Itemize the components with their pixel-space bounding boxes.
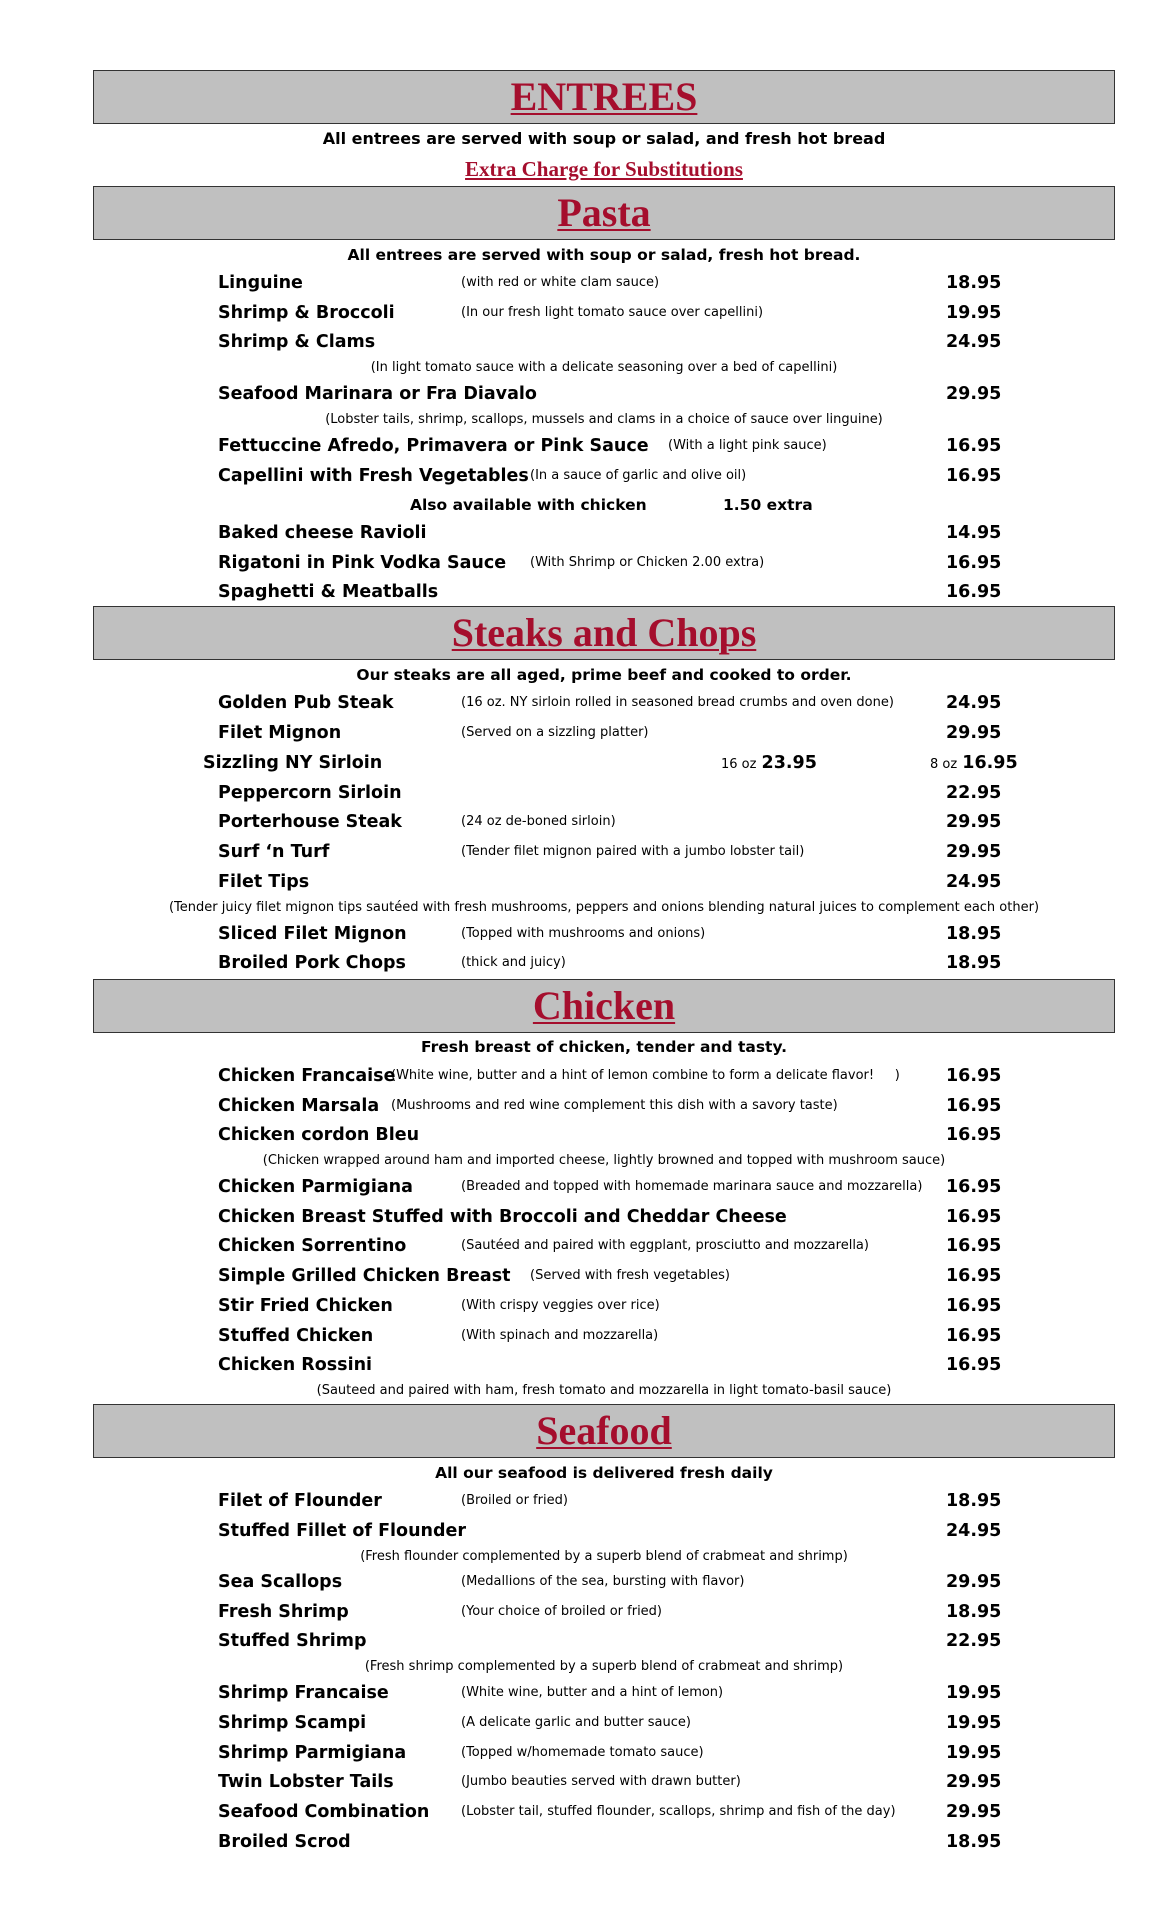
item-price: 19.95 — [946, 303, 1002, 323]
item-price: 18.95 — [946, 1832, 1002, 1852]
menu-item — [93, 431, 1115, 461]
item-price: 24.95 — [946, 872, 1002, 892]
item-description: (White wine, butter and a hint of lemon) — [461, 1685, 724, 1700]
item-price: 24.95 — [946, 332, 1002, 352]
item-name: Linguine — [218, 273, 303, 293]
item-price: 16.95 — [946, 1207, 1002, 1227]
item-name: Peppercorn Sirloin — [218, 783, 402, 803]
menu-item — [93, 1827, 1115, 1857]
item-price: 18.95 — [946, 953, 1002, 973]
menu-item — [93, 1567, 1115, 1597]
chicken-option-row — [93, 490, 1115, 520]
item-price: 16.95 — [946, 582, 1002, 602]
item-price: 16.95 — [962, 753, 1018, 773]
item-description: (In a sauce of garlic and olive oil) — [530, 468, 747, 483]
item-name: Golden Pub Steak — [218, 693, 394, 713]
item-price: 16.95 — [946, 1355, 1002, 1375]
menu-item — [93, 268, 1115, 298]
seafood-header — [93, 1404, 1115, 1458]
item-name: Stir Fried Chicken — [218, 1296, 393, 1316]
menu-item — [93, 577, 1115, 607]
item-name: Shrimp Francaise — [218, 1683, 389, 1703]
item-name: Twin Lobster Tails — [218, 1772, 394, 1792]
chicken-header — [93, 979, 1115, 1033]
menu-item — [93, 919, 1115, 949]
item-price: 18.95 — [946, 273, 1002, 293]
item-price: 24.95 — [946, 693, 1002, 713]
menu-item — [93, 1202, 1115, 1232]
item-description: (Topped with mushrooms and onions) — [461, 926, 706, 941]
item-description: (thick and juicy) — [461, 955, 566, 970]
menu-item — [93, 1738, 1115, 1768]
item-description: (With a light pink sauce) — [668, 438, 827, 453]
size-label: 16 oz — [721, 757, 757, 772]
item-price: 16.95 — [946, 1125, 1002, 1145]
menu-item — [93, 1678, 1115, 1708]
item-price: 16.95 — [946, 1096, 1002, 1116]
item-description: (Topped w/homemade tomato sauce) — [461, 1745, 704, 1760]
item-name: Chicken Sorrentino — [218, 1236, 407, 1256]
item-name: Shrimp & Broccoli — [218, 303, 395, 323]
menu-item — [93, 298, 1115, 328]
substitution-note — [93, 156, 1115, 182]
item-name: Porterhouse Steak — [218, 812, 402, 832]
pasta-header — [93, 186, 1115, 240]
item-note: (In light tomato sauce with a delicate seasoning over a bed of capellini) — [370, 360, 838, 375]
menu-item — [93, 379, 1115, 409]
item-name: Shrimp & Clams — [218, 332, 376, 352]
item-description: (With spinach and mozzarella) — [461, 1328, 659, 1343]
item-name: Baked cheese Ravioli — [218, 523, 427, 543]
item-price: 29.95 — [946, 384, 1002, 404]
item-price: 22.95 — [946, 783, 1002, 803]
item-price: 29.95 — [946, 1802, 1002, 1822]
chicken-title: Chicken — [532, 983, 676, 1028]
chicken-option-label: Also available with chicken — [410, 496, 647, 514]
item-price: 29.95 — [946, 1772, 1002, 1792]
item-name: Chicken Breast Stuffed with Broccoli and Cheddar Cheese — [218, 1207, 787, 1227]
item-price: 19.95 — [946, 1683, 1002, 1703]
pasta-title: Pasta — [557, 190, 651, 235]
item-name: Fettuccine Afredo, Primavera or Pink Sauce — [218, 436, 649, 456]
menu-item — [93, 1767, 1115, 1797]
menu-item — [93, 1261, 1115, 1291]
entrees-title: ENTREES — [510, 74, 698, 119]
item-description: (Served with fresh vegetables) — [530, 1268, 730, 1283]
menu-item — [93, 327, 1115, 357]
item-price: 18.95 — [946, 1491, 1002, 1511]
seafood-title: Seafood — [536, 1408, 672, 1453]
menu-item — [93, 1708, 1115, 1738]
item-price: 23.95 — [761, 753, 817, 773]
item-price: 19.95 — [946, 1713, 1002, 1733]
item-price: 16.95 — [946, 1177, 1002, 1197]
menu-item — [93, 867, 1115, 897]
item-name: Stuffed Chicken — [218, 1326, 374, 1346]
item-price: 16.95 — [946, 553, 1002, 573]
steaks-title: Steaks and Chops — [451, 610, 757, 655]
menu-item — [93, 778, 1115, 808]
item-name: Chicken Francaise — [218, 1066, 396, 1086]
item-description: (16 oz. NY sirloin rolled in seasoned bread crumbs and oven done) — [461, 695, 894, 710]
item-name: Broiled Scrod — [218, 1832, 351, 1852]
steaks-intro: Our steaks are all aged, prime beef and cooked to order. — [356, 666, 852, 684]
item-name: Capellini with Fresh Vegetables — [218, 466, 529, 486]
item-name: Chicken Parmigiana — [218, 1177, 413, 1197]
entrees-header — [93, 70, 1115, 124]
menu-item — [93, 518, 1115, 548]
item-description: (Broiled or fried) — [461, 1493, 568, 1508]
item-price: 18.95 — [946, 924, 1002, 944]
menu-item — [93, 1486, 1115, 1516]
item-price: 19.95 — [946, 1743, 1002, 1763]
menu-item — [93, 1321, 1115, 1351]
seafood-intro: All our seafood is delivered fresh daily — [435, 1464, 773, 1482]
item-name: Filet Mignon — [218, 723, 342, 743]
item-description: (With crispy veggies over rice) — [461, 1298, 660, 1313]
item-name: Chicken Marsala — [218, 1096, 380, 1116]
item-price: 16.95 — [946, 1066, 1002, 1086]
item-note: (Chicken wrapped around ham and imported cheese, lightly browned and topped with mushroom sauce) — [262, 1153, 946, 1168]
menu-item — [93, 1061, 1115, 1091]
item-note: (Lobster tails, shrimp, scallops, mussels and clams in a choice of sauce over linguine) — [325, 412, 883, 427]
item-name: Chicken Rossini — [218, 1355, 373, 1375]
item-name: Sea Scallops — [218, 1572, 343, 1592]
menu-item — [93, 718, 1115, 748]
item-price: 16.95 — [946, 466, 1002, 486]
item-name: Shrimp Scampi — [218, 1713, 367, 1733]
item-price: 29.95 — [946, 842, 1002, 862]
item-description: (Lobster tail, stuffed flounder, scallops, shrimp and fish of the day) — [461, 1804, 896, 1819]
menu-item — [93, 948, 1115, 978]
item-price: 16.95 — [946, 436, 1002, 456]
item-description: (Served on a sizzling platter) — [461, 725, 649, 740]
item-name: Simple Grilled Chicken Breast — [218, 1266, 511, 1286]
item-name: Broiled Pork Chops — [218, 953, 406, 973]
item-note: (Sauteed and paired with ham, fresh tomato and mozzarella in light tomato-basil sauce) — [316, 1383, 892, 1398]
sirloin-option-8oz — [930, 748, 1018, 780]
item-name: Spaghetti & Meatballs — [218, 582, 439, 602]
chicken-intro: Fresh breast of chicken, tender and tasty. — [420, 1038, 788, 1056]
menu-item — [93, 461, 1115, 491]
item-description: (Sautéed and paired with eggplant, prosciutto and mozzarella) — [461, 1238, 869, 1253]
item-name: Fresh Shrimp — [218, 1602, 349, 1622]
menu-item — [93, 1231, 1115, 1261]
menu-item — [93, 807, 1115, 837]
menu-item — [93, 1120, 1115, 1150]
item-description: (With Shrimp or Chicken 2.00 extra) — [530, 555, 765, 570]
menu-item — [93, 1091, 1115, 1121]
menu-item — [93, 688, 1115, 718]
menu-item — [93, 1597, 1115, 1627]
menu-item — [93, 1291, 1115, 1321]
menu-item — [93, 837, 1115, 867]
item-note: (Fresh shrimp complemented by a superb blend of crabmeat and shrimp) — [364, 1659, 844, 1674]
menu-item — [93, 1516, 1115, 1546]
item-description: (24 oz de-boned sirloin) — [461, 814, 616, 829]
item-description: (Jumbo beauties served with drawn butter) — [461, 1774, 741, 1789]
entrees-intro: All entrees are served with soup or salad, and fresh hot bread — [322, 129, 886, 148]
item-name: Seafood Combination — [218, 1802, 430, 1822]
menu-item-sirloin — [93, 748, 1115, 778]
sirloin-option-16oz — [721, 748, 817, 780]
item-name: Shrimp Parmigiana — [218, 1743, 407, 1763]
substitution-text: Extra Charge for Substitutions — [465, 157, 743, 181]
menu-item — [93, 1797, 1115, 1827]
menu-item — [93, 1172, 1115, 1202]
pasta-intro: All entrees are served with soup or salad, fresh hot bread. — [347, 246, 861, 264]
steaks-header — [93, 606, 1115, 660]
chicken-option-price: 1.50 extra — [723, 496, 813, 514]
item-description: (Tender filet mignon paired with a jumbo lobster tail) — [461, 844, 805, 859]
item-name: Chicken cordon Bleu — [218, 1125, 420, 1145]
item-name: Surf ‘n Turf — [218, 842, 330, 862]
item-price: 18.95 — [946, 1602, 1002, 1622]
item-description: (Your choice of broiled or fried) — [461, 1604, 663, 1619]
item-description: (In our fresh light tomato sauce over capellini) — [461, 305, 764, 320]
item-description: (Medallions of the sea, bursting with flavor) — [461, 1574, 745, 1589]
item-price: 16.95 — [946, 1236, 1002, 1256]
item-description: (A delicate garlic and butter sauce) — [461, 1715, 691, 1730]
item-price: 16.95 — [946, 1326, 1002, 1346]
item-price: 16.95 — [946, 1266, 1002, 1286]
item-description: (Breaded and topped with homemade marinara sauce and mozzarella) — [461, 1179, 923, 1194]
item-note: (Fresh flounder complemented by a superb blend of crabmeat and shrimp) — [360, 1549, 848, 1564]
item-name: Filet of Flounder — [218, 1491, 382, 1511]
item-name: Sliced Filet Mignon — [218, 924, 407, 944]
menu-item — [93, 548, 1115, 578]
item-description: (White wine, butter and a hint of lemon combine to form a delicate flavor! ) — [391, 1068, 900, 1083]
item-note: (Tender juicy filet mignon tips sautéed with fresh mushrooms, peppers and onions blending natural juices to complement each other) — [168, 900, 1040, 915]
size-label: 8 oz — [930, 757, 958, 772]
item-name: Rigatoni in Pink Vodka Sauce — [218, 553, 507, 573]
item-name: Stuffed Shrimp — [218, 1631, 367, 1651]
menu-item — [93, 1350, 1115, 1380]
item-name: Sizzling NY Sirloin — [203, 753, 383, 773]
item-price: 14.95 — [946, 523, 1002, 543]
item-description: (Mushrooms and red wine complement this dish with a savory taste) — [391, 1098, 838, 1113]
item-description: (with red or white clam sauce) — [461, 275, 660, 290]
item-name: Stuffed Fillet of Flounder — [218, 1521, 467, 1541]
item-price: 24.95 — [946, 1521, 1002, 1541]
item-price: 29.95 — [946, 812, 1002, 832]
item-price: 22.95 — [946, 1631, 1002, 1651]
item-name: Seafood Marinara or Fra Diavalo — [218, 384, 537, 404]
item-price: 29.95 — [946, 723, 1002, 743]
item-name: Filet Tips — [218, 872, 310, 892]
menu-item — [93, 1626, 1115, 1656]
item-price: 29.95 — [946, 1572, 1002, 1592]
item-price: 16.95 — [946, 1296, 1002, 1316]
